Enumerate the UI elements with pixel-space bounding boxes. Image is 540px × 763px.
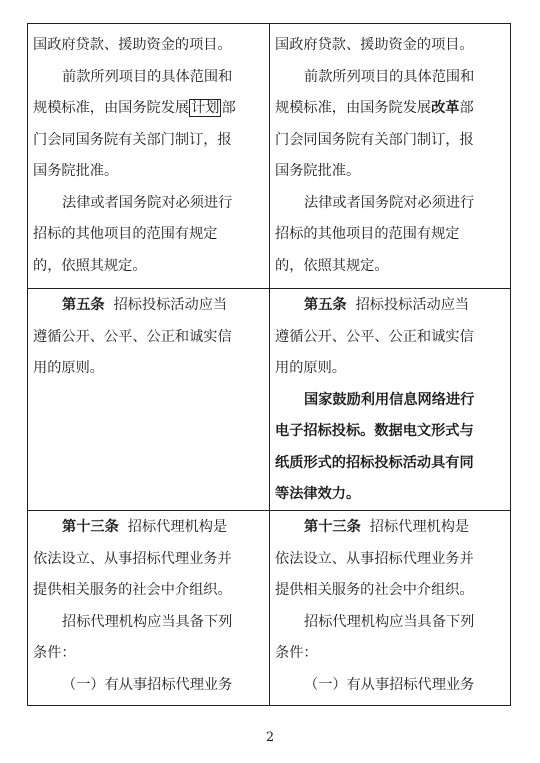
highlighted-word: 计划 <box>191 100 220 116</box>
text-line <box>275 93 509 125</box>
text-line: （一）有从事招标代理业务 <box>304 676 475 693</box>
row2-left-cell <box>28 290 269 385</box>
row3-left-cell <box>28 512 269 701</box>
added-text-line: 国家鼓励利用信息网络进行 <box>304 391 475 408</box>
text-span: 规模标准，由国务院发展 <box>275 100 432 116</box>
row-divider <box>28 288 510 289</box>
text-span: 部 <box>459 100 474 116</box>
text-line: 依法设立、从事招标代理业务并 <box>33 550 232 567</box>
text-line: 国政府贷款、援助资金的项目。 <box>33 37 232 53</box>
added-text-line: 纸质形式的招标投标活动具有同 <box>275 454 474 471</box>
text-span: 规模标准，由国务院发展 <box>33 100 190 116</box>
text-line: 招标代理机构应当具备下列 <box>304 613 475 630</box>
text-line: 招标的其他项目的范围有规定 <box>33 226 218 242</box>
changed-word: 改革 <box>431 100 460 116</box>
text-line: 的，依照其规定。 <box>275 257 389 274</box>
text-span: 招标代理机构是 <box>369 519 470 535</box>
text-line: 用的原则。 <box>33 360 104 376</box>
text-line: 遵循公开、公平、公正和诚实信 <box>33 328 232 345</box>
text-line: 前款所列项目的具体范围和 <box>304 68 475 85</box>
text-span: 招标投标活动应当 <box>355 297 470 313</box>
text-span: 招标投标活动应当 <box>113 297 228 313</box>
text-line <box>275 512 509 544</box>
article-number: 第五条 <box>62 297 105 313</box>
page-number: 2 <box>265 730 275 745</box>
row3-right-cell <box>270 512 511 701</box>
text-line: 遵循公开、公平、公正和诚实信 <box>275 328 474 345</box>
text-line: （一）有从事招标代理业务 <box>62 676 233 693</box>
text-line: 用的原则。 <box>275 360 346 376</box>
row1-left-cell <box>28 30 269 282</box>
text-line: 的，依照其规定。 <box>33 257 147 274</box>
text-line <box>33 512 267 544</box>
article-number: 第五条 <box>304 297 347 313</box>
text-line: 提供相关服务的社会中介组织。 <box>275 582 474 598</box>
text-line: 门会同国务院有关部门制订，报 <box>275 131 474 148</box>
text-line: 招标的其他项目的范围有规定 <box>275 226 460 242</box>
row1-right-cell <box>270 30 511 282</box>
article-number: 第十三条 <box>62 519 119 535</box>
text-span: 部 <box>221 100 236 116</box>
text-line: 国务院批准。 <box>275 163 361 179</box>
text-line: 门会同国务院有关部门制订，报 <box>33 131 232 148</box>
text-line <box>33 93 267 125</box>
row2-right-cell <box>270 290 511 511</box>
text-line: 招标代理机构应当具备下列 <box>62 613 233 630</box>
text-line <box>33 290 267 322</box>
article-number: 第十三条 <box>304 519 361 535</box>
text-line: 条件： <box>33 645 76 661</box>
text-line: 依法设立、从事招标代理业务并 <box>275 550 474 567</box>
comparison-table <box>27 23 511 706</box>
text-line: 前款所列项目的具体范围和 <box>62 68 233 85</box>
text-line: 法律或者国务院对必须进行 <box>62 194 233 211</box>
text-line: 提供相关服务的社会中介组织。 <box>33 582 232 598</box>
added-text-line: 等法律效力。 <box>275 486 361 502</box>
text-line: 国政府贷款、援助资金的项目。 <box>275 37 474 53</box>
text-line <box>275 290 509 322</box>
text-span: 招标代理机构是 <box>127 519 228 535</box>
text-line: 条件： <box>275 645 318 661</box>
text-line: 国务院批准。 <box>33 163 119 179</box>
added-text-line: 电子招标投标。数据电文形式与 <box>275 423 474 439</box>
text-line: 法律或者国务院对必须进行 <box>304 194 475 211</box>
